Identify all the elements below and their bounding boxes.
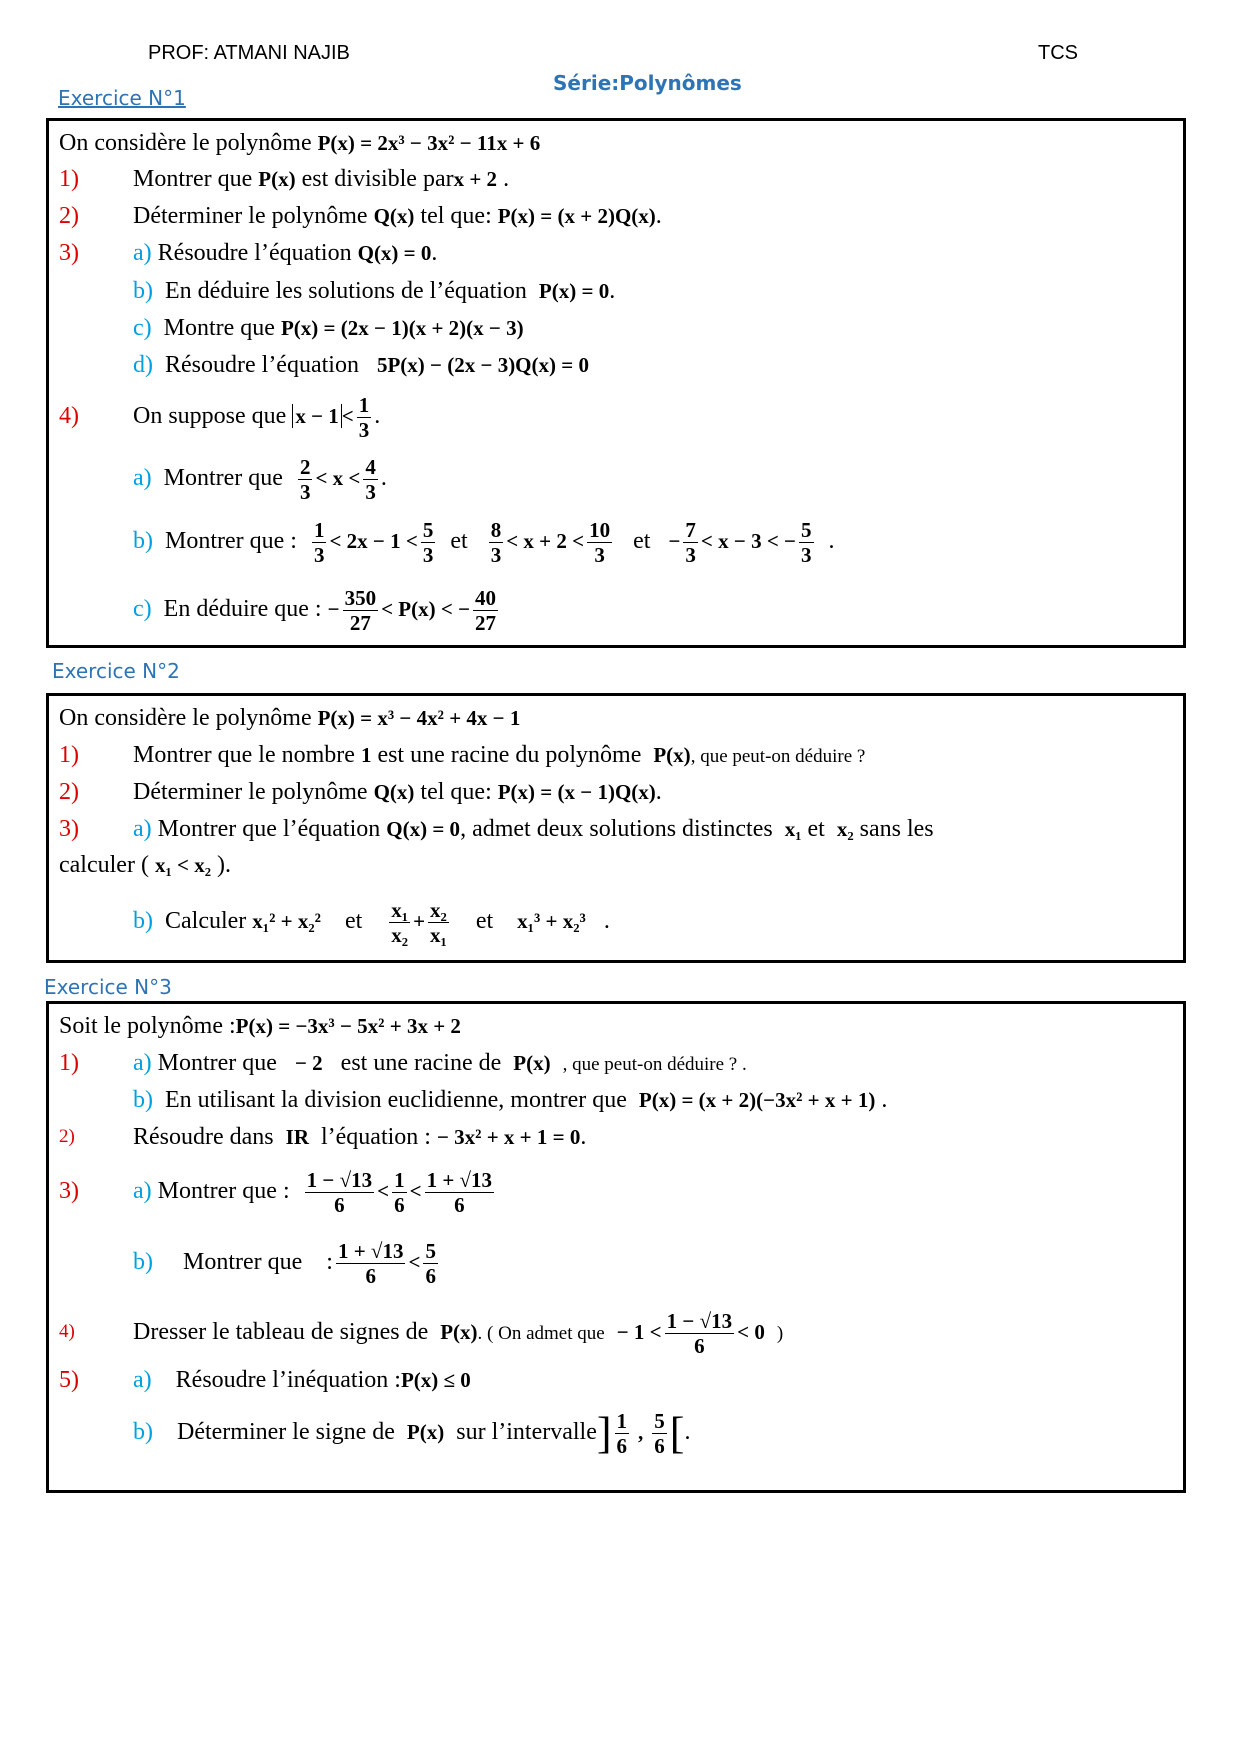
ex3-q3a: 3) a) Montrer que : $\frac{1 - √13}{6}$ < $\frac{1}{6}$ < $\frac{1 + √13}{6}$ — [59, 1167, 493, 1217]
page-title: Série:Polynômes — [553, 71, 742, 95]
ex3-intro: Soit le polynôme :P(x) = −3x³ − 5x² + 3x + 2 — [59, 1013, 461, 1039]
ex1-q4: 4) On suppose que x − 1 < $\frac{1}{3}$ . — [59, 392, 381, 442]
exercise-3-label: Exercice N°3 — [44, 975, 172, 999]
ex1-q4c: c) En déduire que : − $\frac{350}{27}$ < P(x) < − $\frac{40}{27}$ — [133, 585, 497, 635]
exercise-1-label: Exercice N°1 — [58, 86, 186, 110]
ex1-q4b: b) Montrer que : $\frac{1}{3}$ < 2x − 1 < $\frac{5}{3}$ et $\frac{8}{3}$ < x + 2 < $\frac{10}{3}$ et − $\frac{7}{3}$ < x − 3 < − $\frac{5}{3}$ . — [133, 517, 835, 567]
ex3-q4: 4) Dresser le tableau de signes de P(x). ( On admet que − 1 < $\frac{1 - √13}{6}$ < 0 ) — [59, 1308, 784, 1358]
exercise-3-box: Soit le polynôme :P(x) = −3x³ − 5x² + 3x + 2 1) a) Montrer que − 2 est une racine de P(x) , que peut-on déduire ? . b) En utilisant la division euclidienne, montrer que P(x) = (x + 2)(−3x² + x + 1) . 2) Résoudre dans IR l’équation : − 3x² + x + 1 = 0. 3) a) Montrer que : $\frac{1 - √13}{6}$ < $\frac{1}{6}$ < $\frac{1 + √13}{6}$ b) Montrer que : $\frac{1 + √13}{6}$ < $\frac{5}{6}$ 4) Dresser le tableau de signes de P(x). ( On admet que − 1 < $\frac{1 - √13}{6}$ < 0 ) 5) a) Résoudre l’inéquation :P(x) ≤ 0 b) Déterminer le signe de P(x) sur l’intervalle] $\frac{1}{6}$ , $\frac{5}{6}$ [. — [46, 1001, 1186, 1493]
ex2-q3a-cont: calculer ( x₁ < x₂ ). — [59, 852, 231, 878]
ex1-q4a: a) Montrer que $\frac{2}{3}$ < x < $\frac{4}{3}$ . — [133, 454, 387, 504]
ex2-intro: On considère le polynôme P(x) = x³ − 4x² + 4x − 1 — [59, 705, 521, 731]
ex2-q3b: b) Calculer x₁² + x₂² et $\frac{\text{x₁}}{\text{x₂}}$ + $\frac{\text{x₂}}{\text{x₁}}$ et x₁³ + x₂³ . — [133, 897, 610, 947]
open-bracket-icon: ] — [596, 1408, 612, 1458]
exercise-2-box: On considère le polynôme P(x) = x³ − 4x² + 4x − 1 1) Montrer que le nombre 1 est une racine du polynôme P(x), que peut-on déduire ? 2) Déterminer le polynôme Q(x) tel que: P(x) = (x − 1)Q(x). 3) a) Montrer que l’équation Q(x) = 0, admet deux solutions distinctes x₁ et x₂ sans les calculer ( x₁ < x₂ ). b) Calculer x₁² + x₂² et $\frac{\text{x₁}}{\text{x₂}}$ + $\frac{\text{x₂}}{\text{x₁}}$ et x₁³ + x₂³ . — [46, 693, 1186, 963]
close-bracket-icon: [ — [669, 1408, 685, 1458]
author: PROF: ATMANI NAJIB — [148, 42, 350, 64]
exercise-1-box: On considère le polynôme P(x) = 2x³ − 3x² − 11x + 6 1) Montrer que P(x) est divisible parx + 2 . 2) Déterminer le polynôme Q(x) tel que: P(x) = (x + 2)Q(x). 3) a) Résoudre l’équation Q(x) = 0. b) En déduire les solutions de l’équation P(x) = 0. c) Montre que P(x) = (2x − 1)(x + 2)(x − 3) d) Résoudre l’équation 5P(x) − (2x − 3)Q(x) = 0 4) On suppose que x − 1 < $\frac{1}{3}$ . a) Montrer que $\frac{2}{3}$ < x < $\frac{4}{3}$ . b) Montrer que : $\frac{1}{3}$ < 2x − 1 < $\frac{5}{3}$ et $\frac{8}{3}$ < x + 2 < $\frac{10}{3}$ et − $\frac{7}{3}$ < x − 3 < − $\frac{5}{3}$ . c) En déduire que : − $\frac{350}{27}$ < P(x) < − $\frac{40}{27}$ — [46, 118, 1186, 648]
ex1-intro: On considère le polynôme P(x) = 2x³ − 3x² − 11x + 6 — [59, 130, 541, 156]
ex3-q5b: b) Déterminer le signe de P(x) sur l’intervalle] $\frac{1}{6}$ , $\frac{5}{6}$ [. — [133, 1408, 691, 1458]
exercise-2-label: Exercice N°2 — [52, 659, 180, 683]
level: TCS — [1038, 42, 1078, 64]
ex3-q3b: b) Montrer que : $\frac{1 + √13}{6}$ < $\frac{5}{6}$ — [133, 1238, 436, 1288]
